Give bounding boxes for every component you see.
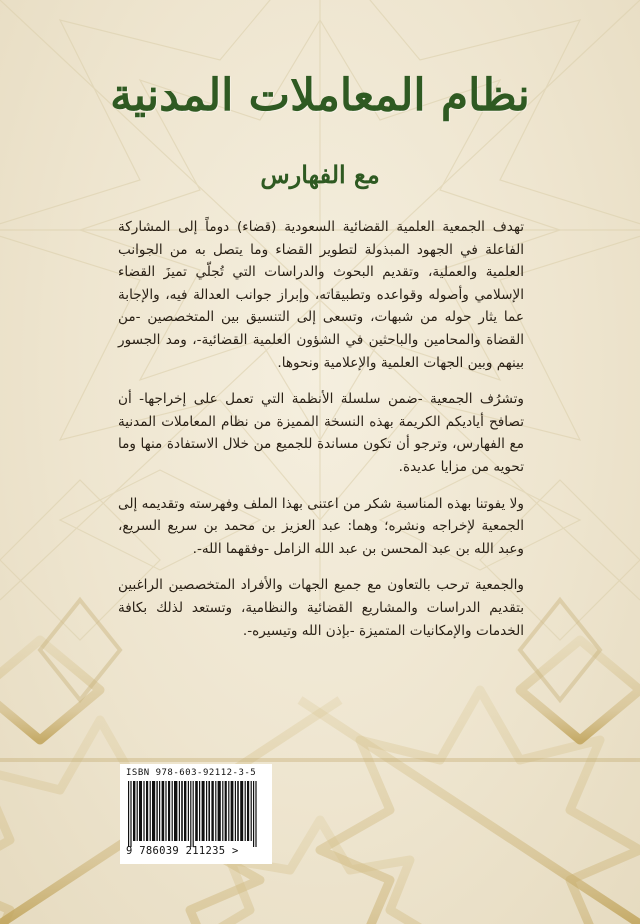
paragraph-intro: تهدف الجمعية العلمية القضائية السعودية (قضاء) دوماً إلى المشاركة الفاعلة في الجهود المبذولة لتطوير القضاء وما يتصل به من الجوانب العلمية والعملية، وتقديم البحوث والدراسات التي تُجلّي تميزَ القضاء الإسلامي وأصوله وقواعده وتطبيقاته، وإبراز جوانب العدالة فيه، والإجابة عما يثار حوله من شبهات، وتسعى إلى التنسيق بين المتخصصين -من القضاة والمحامين والباحثين في الشؤون العلمية القضائية-، ومد الجسور بينهم وبين الجهات العلمية والإعلامية ونحوها.	[118, 219, 524, 371]
book-subtitle: مع الفهارس	[260, 160, 380, 189]
isbn-barcode	[120, 764, 272, 864]
book-title: نظام المعاملات المدنية	[110, 70, 530, 121]
paragraph-cooperation: والجمعية ترحب بالتعاون مع جميع الجهات والأفراد المتخصصين الراغبين بتقديم الدراسات والمشاريع القضائية والنظامية، وتستعد لذلك بكافة الخدمات والإمكانيات المتميزة -بإذن الله وتيسيره-.	[118, 577, 524, 639]
barcode-bars	[126, 781, 266, 847]
barcode-number: 9 786039 211235 >	[126, 845, 239, 857]
isbn-label: ISBN 978-603-92112-3-5	[126, 768, 257, 778]
paragraph-edition: وتشرُف الجمعية -ضمن سلسلة الأنظمة التي تعمل على إخراجها- أن تصافح أياديكم الكريمة بهذه النسخة المميزة من نظام المعاملات المدنية مع الفهارس، وترجو أن تكون مساندة للجميع من خلال الاستفادة منها وما تحويه من مزايا عديدة.	[118, 391, 524, 475]
paragraph-thanks: ولا يفوتنا بهذه المناسبة شكر من اعتنى بهذا الملف وفهرسته وتقديمه إلى الجمعية لإخراجه ونشره؛ وهما: عبد العزيز بن محمد بن سريع السريع، وعبد الله بن عبد المحسن بن عبد الله الزامل -وفقهما الله-.	[118, 495, 524, 557]
description-text	[118, 216, 524, 656]
